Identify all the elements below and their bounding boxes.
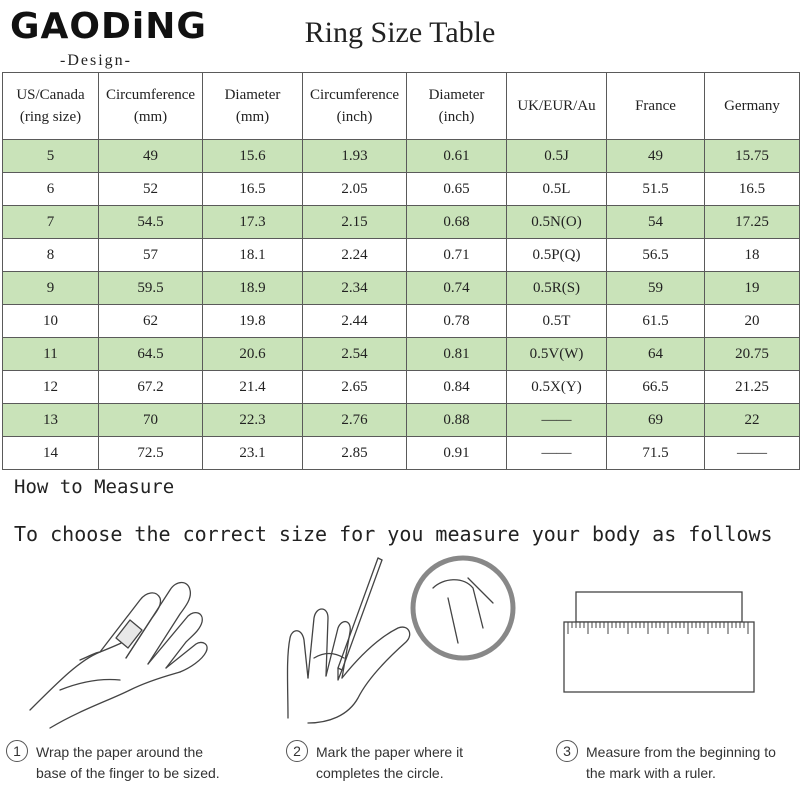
table-cell: 6	[3, 173, 99, 206]
table-cell: 56.5	[607, 239, 705, 272]
step-3-line-1: Measure from the beginning to	[586, 744, 776, 760]
table-cell: 7	[3, 206, 99, 239]
table-cell: 0.84	[407, 371, 507, 404]
column-header-line: (inch)	[438, 109, 475, 125]
table-cell: 8	[3, 239, 99, 272]
table-cell: 67.2	[99, 371, 203, 404]
column-header	[407, 73, 507, 140]
table-cell: 20	[705, 305, 800, 338]
table-row	[3, 173, 800, 206]
column-header	[607, 73, 705, 140]
table-cell: 0.91	[407, 437, 507, 470]
table-cell: 0.5V(W)	[507, 338, 607, 371]
table-cell: 0.5L	[507, 173, 607, 206]
step-2-line-1: Mark the paper where it	[316, 744, 464, 760]
table-cell: 23.1	[203, 437, 303, 470]
table-cell: 66.5	[607, 371, 705, 404]
table-cell: 0.68	[407, 206, 507, 239]
logo-sub-text: -Design-	[60, 52, 132, 69]
table-cell: 21.25	[705, 371, 800, 404]
column-header-line: (mm)	[235, 109, 270, 125]
table-cell: 57	[99, 239, 203, 272]
table-cell: 22.3	[203, 404, 303, 437]
step-3-number: 3	[556, 740, 578, 762]
column-header	[507, 73, 607, 140]
table-cell: 2.76	[303, 404, 407, 437]
table-cell: ——	[705, 437, 800, 470]
table-row	[3, 404, 800, 437]
table-cell: 0.61	[407, 140, 507, 173]
table-cell: 19.8	[203, 305, 303, 338]
table-cell: 0.74	[407, 272, 507, 305]
table-row	[3, 437, 800, 470]
table-cell: 2.54	[303, 338, 407, 371]
table-cell: 5	[3, 140, 99, 173]
table-cell: ——	[507, 404, 607, 437]
table-cell: 72.5	[99, 437, 203, 470]
column-header-line: Diameter	[428, 87, 485, 103]
step-3-line-2: the mark with a ruler.	[586, 765, 716, 781]
table-cell: 2.65	[303, 371, 407, 404]
table-cell: 2.15	[303, 206, 407, 239]
table-cell: 51.5	[607, 173, 705, 206]
step-2-number: 2	[286, 740, 308, 762]
table-cell: ——	[507, 437, 607, 470]
table-cell: 1.93	[303, 140, 407, 173]
table-cell: 2.34	[303, 272, 407, 305]
table-cell: 61.5	[607, 305, 705, 338]
step-1-number: 1	[6, 740, 28, 762]
table-row	[3, 305, 800, 338]
column-header-line: Germany	[724, 98, 780, 114]
table-cell: 2.05	[303, 173, 407, 206]
table-cell: 0.5R(S)	[507, 272, 607, 305]
table-cell: 16.5	[203, 173, 303, 206]
table-row	[3, 140, 800, 173]
table-cell: 54	[607, 206, 705, 239]
table-row	[3, 371, 800, 404]
table-cell: 0.88	[407, 404, 507, 437]
table-cell: 0.5X(Y)	[507, 371, 607, 404]
table-cell: 20.75	[705, 338, 800, 371]
table-cell: 10	[3, 305, 99, 338]
brand-logo	[10, 4, 207, 74]
column-header-line: France	[635, 98, 676, 114]
table-cell: 12	[3, 371, 99, 404]
step-1-line-2: base of the finger to be sized.	[36, 765, 220, 781]
table-cell: 18.9	[203, 272, 303, 305]
table-row	[3, 338, 800, 371]
table-cell: 9	[3, 272, 99, 305]
table-cell: 71.5	[607, 437, 705, 470]
table-cell: 59.5	[99, 272, 203, 305]
table-cell: 0.65	[407, 173, 507, 206]
hand-wrap-illustration	[20, 560, 240, 730]
table-cell: 0.5P(Q)	[507, 239, 607, 272]
table-row	[3, 206, 800, 239]
table-cell: 0.5N(O)	[507, 206, 607, 239]
table-cell: 49	[99, 140, 203, 173]
table-cell: 2.24	[303, 239, 407, 272]
table-cell: 11	[3, 338, 99, 371]
table-header-row	[3, 73, 800, 140]
column-header-line: (inch)	[336, 109, 373, 125]
table-cell: 2.85	[303, 437, 407, 470]
table-cell: 70	[99, 404, 203, 437]
how-to-measure-intro: To choose the correct size for you measure your body as follows	[14, 522, 773, 546]
table-cell: 14	[3, 437, 99, 470]
column-header-line: (ring size)	[19, 109, 82, 125]
column-header-line: US/Canada	[16, 87, 85, 103]
table-cell: 16.5	[705, 173, 800, 206]
table-cell: 19	[705, 272, 800, 305]
table-cell: 18.1	[203, 239, 303, 272]
table-cell: 18	[705, 239, 800, 272]
table-cell: 64.5	[99, 338, 203, 371]
ring-size-table	[2, 72, 800, 470]
column-header-line: UK/EUR/Au	[517, 98, 596, 114]
table-cell: 0.78	[407, 305, 507, 338]
column-header	[203, 73, 303, 140]
table-cell: 15.75	[705, 140, 800, 173]
table-cell: 0.5T	[507, 305, 607, 338]
table-cell: 54.5	[99, 206, 203, 239]
table-row	[3, 239, 800, 272]
column-header	[3, 73, 99, 140]
table-row	[3, 272, 800, 305]
table-cell: 22	[705, 404, 800, 437]
column-header	[705, 73, 800, 140]
table-cell: 21.4	[203, 371, 303, 404]
table-cell: 69	[607, 404, 705, 437]
table-cell: 52	[99, 173, 203, 206]
column-header-line: (mm)	[133, 109, 168, 125]
page-title: Ring Size Table	[304, 16, 496, 49]
table-cell: 17.3	[203, 206, 303, 239]
table-cell: 15.6	[203, 140, 303, 173]
table-cell: 49	[607, 140, 705, 173]
table-cell: 0.5J	[507, 140, 607, 173]
column-header-line: Diameter	[224, 87, 281, 103]
table-cell: 2.44	[303, 305, 407, 338]
column-header-line: Circumference	[309, 87, 400, 103]
table-cell: 20.6	[203, 338, 303, 371]
table-cell: 0.71	[407, 239, 507, 272]
ruler-illustration	[560, 588, 760, 698]
logo-brand-text: GAODiNG	[10, 6, 207, 47]
table-cell: 13	[3, 404, 99, 437]
column-header-line: Circumference	[105, 87, 196, 103]
table-cell: 62	[99, 305, 203, 338]
table-body	[3, 140, 800, 470]
table-cell: 64	[607, 338, 705, 371]
step-2-line-2: completes the circle.	[316, 765, 444, 781]
table-cell: 0.81	[407, 338, 507, 371]
how-to-measure-heading: How to Measure	[14, 476, 175, 498]
hand-mark-illustration	[268, 548, 518, 728]
column-header	[303, 73, 407, 140]
table-cell: 59	[607, 272, 705, 305]
table-cell: 17.25	[705, 206, 800, 239]
column-header	[99, 73, 203, 140]
step-1-line-1: Wrap the paper around the	[36, 744, 204, 760]
